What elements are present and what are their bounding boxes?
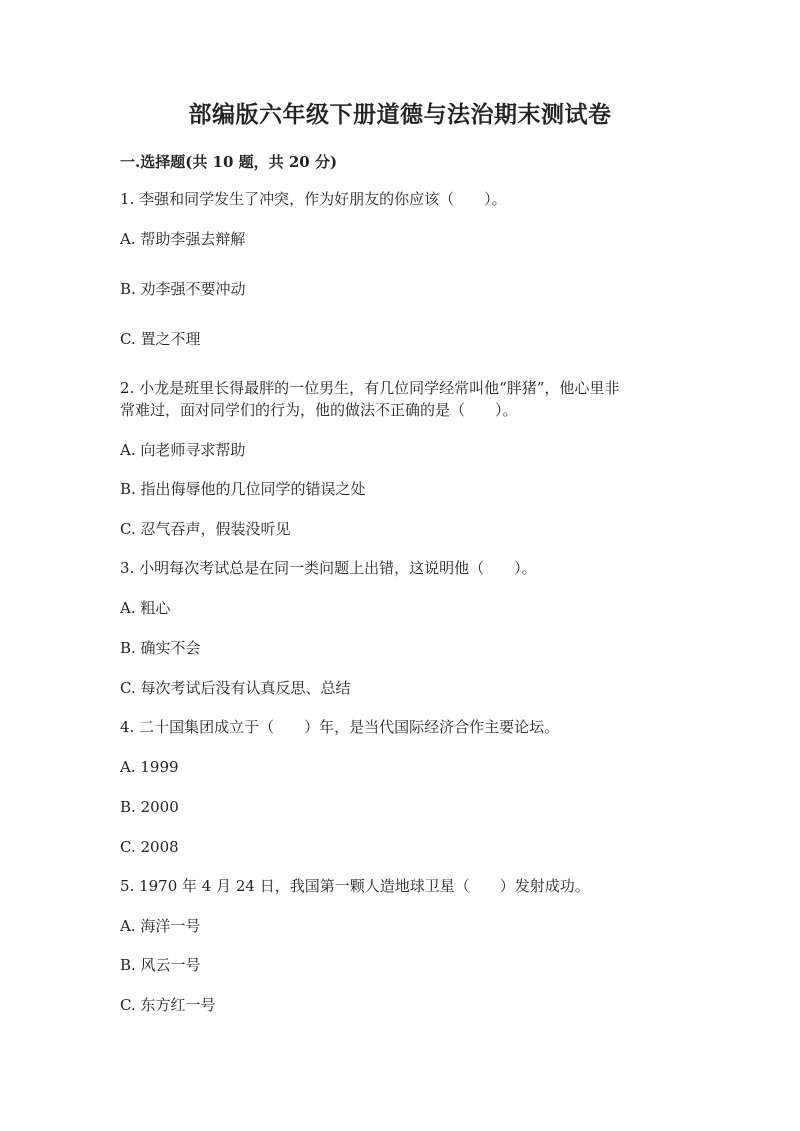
question-2-stem-line-2: 常难过，面对同学们的行为，他的做法不正确的是（ ）。 <box>120 401 518 419</box>
question-4-stem: 4. 二十国集团成立于（ ）年，是当代国际经济合作主要论坛。 <box>120 718 560 736</box>
question-4-option-a: A. 1999 <box>120 758 179 776</box>
question-4-option-b: B. 2000 <box>120 798 179 816</box>
question-1-option-a: A. 帮助李强去辩解 <box>120 230 246 248</box>
page-title: 部编版六年级下册道德与法治期末测试卷 <box>188 101 612 128</box>
question-5-option-c: C. 东方红一号 <box>120 996 216 1014</box>
question-3-option-b: B. 确实不会 <box>120 639 201 657</box>
question-2-option-c: C. 忍气吞声，假装没听见 <box>120 520 291 538</box>
question-5-stem: 5. 1970 年 4 月 24 日，我国第一颗人造地球卫星（ ）发射成功。 <box>120 877 590 895</box>
section-heading: 一.选择题(共 10 题，共 20 分) <box>120 153 338 171</box>
question-2-option-b: B. 指出侮辱他的几位同学的错误之处 <box>120 480 366 498</box>
question-5-option-b: B. 风云一号 <box>120 956 201 974</box>
question-1-option-c: C. 置之不理 <box>120 330 201 348</box>
question-3-stem: 3. 小明每次考试总是在同一类问题上出错，这说明他（ ）。 <box>120 559 537 577</box>
question-3-option-a: A. 粗心 <box>120 599 171 617</box>
question-4-option-c: C. 2008 <box>120 838 179 856</box>
question-1-stem: 1. 李强和同学发生了冲突，作为好朋友的你应该（ ）。 <box>120 190 507 208</box>
question-1-option-b: B. 劝李强不要冲动 <box>120 280 246 298</box>
question-2-option-a: A. 向老师寻求帮助 <box>120 441 246 459</box>
question-5-option-a: A. 海洋一号 <box>120 917 201 935</box>
question-3-option-c: C. 每次考试后没有认真反思、总结 <box>120 679 351 697</box>
question-2-stem-line-1: 2. 小龙是班里长得最胖的一位男生，有几位同学经常叫他“胖猪”，他心里非 <box>120 379 620 397</box>
